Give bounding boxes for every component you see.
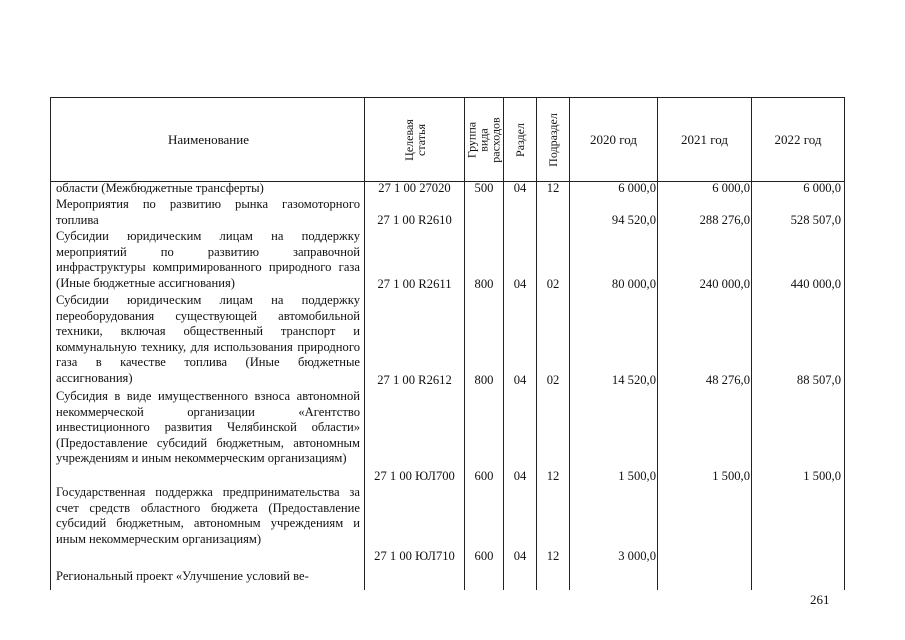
row-2022: 440 000,0	[790, 277, 841, 291]
row-name: Субсидии юридическим лицам на поддержку переоборудования существующей автомобильной техники, включая общественный транспорт и коммунальную технику, для использования природного газа в качестве топлива (Иные бюджетные ассигнования)	[56, 293, 360, 385]
row-2021: 48 276,0	[705, 373, 750, 387]
row-2020: 80 000,0	[611, 277, 656, 291]
row-section: 04	[513, 373, 527, 387]
row-2020: 14 520,0	[611, 373, 656, 387]
row-name: области (Межбюджетные трансферты)	[56, 181, 264, 195]
header-name: Наименование	[168, 131, 249, 147]
row-code: 27 1 00 R2611	[377, 277, 452, 291]
row-2021: 1 500,0	[712, 469, 750, 483]
row-2020: 6 000,0	[618, 181, 656, 195]
row-section: 04	[513, 181, 527, 195]
header-2022: 2022 год	[774, 131, 822, 147]
header-group	[465, 98, 503, 181]
header-group-text: Группа вида расходов	[465, 116, 503, 163]
row-2020: 1 500,0	[618, 469, 656, 483]
row-subsection: 02	[546, 277, 560, 291]
header-2020: 2020 год	[590, 131, 637, 147]
header-code-text: Целевая статья	[401, 118, 428, 161]
header-section	[504, 98, 536, 181]
col-border-left	[50, 97, 51, 590]
row-group: 600	[474, 469, 494, 483]
header-2021: 2021 год	[681, 131, 728, 147]
row-code: 27 1 00 27020	[378, 181, 451, 195]
row-2021: 288 276,0	[699, 213, 750, 227]
row-code: 27 1 00 R2610	[377, 213, 452, 227]
row-2022: 1 500,0	[803, 469, 841, 483]
row-subsection: 02	[546, 373, 560, 387]
row-name: Мероприятия по развитию рынка газомоторного топлива	[56, 197, 360, 227]
row-name: Субсидии юридическим лицам на поддержку мероприятий по развитию заправочной инфраструктуры компримированного природного газа (Иные бюджетные ассигнования)	[56, 229, 360, 290]
row-name: Региональный проект «Улучшение условий ве-	[56, 569, 309, 583]
row-2020: 94 520,0	[611, 213, 656, 227]
header-subsection-text: Подраздел	[546, 112, 561, 167]
row-code: 27 1 00 ЮЛ700	[374, 469, 455, 483]
row-2021: 240 000,0	[699, 277, 750, 291]
row-code: 27 1 00 ЮЛ710	[374, 549, 455, 563]
row-subsection: 12	[546, 181, 560, 195]
row-section: 04	[513, 549, 527, 563]
row-group: 800	[474, 277, 494, 291]
row-group: 500	[474, 181, 494, 195]
col-border-right	[844, 97, 845, 590]
header-subsection	[537, 98, 569, 181]
header-section-text: Раздел	[513, 122, 528, 157]
row-2022: 88 507,0	[796, 373, 841, 387]
row-2022: 6 000,0	[803, 181, 841, 195]
page-number: 261	[810, 592, 830, 607]
header-code	[365, 98, 464, 181]
row-group: 600	[474, 549, 494, 563]
row-code: 27 1 00 R2612	[377, 373, 452, 387]
row-2022: 528 507,0	[790, 213, 841, 227]
row-group: 800	[474, 373, 494, 387]
row-subsection: 12	[546, 469, 560, 483]
row-section: 04	[513, 469, 527, 483]
row-subsection: 12	[546, 549, 560, 563]
row-2020: 3 000,0	[618, 549, 656, 563]
row-2021: 6 000,0	[712, 181, 750, 195]
row-section: 04	[513, 277, 527, 291]
row-name: Государственная поддержка предпринимательства за счет средств областного бюджета (Предоставление субсидий бюджетным, автономным учреждениям и иным некоммерческим организациям)	[56, 485, 360, 546]
row-name: Субсидия в виде имущественного взноса автономной некоммерческой организации «Агентство инвестиционного развития Челябинской области» (Предоставление субсидий бюджетным, автономным учреждениям и иным некоммерческим организациям)	[56, 389, 360, 466]
